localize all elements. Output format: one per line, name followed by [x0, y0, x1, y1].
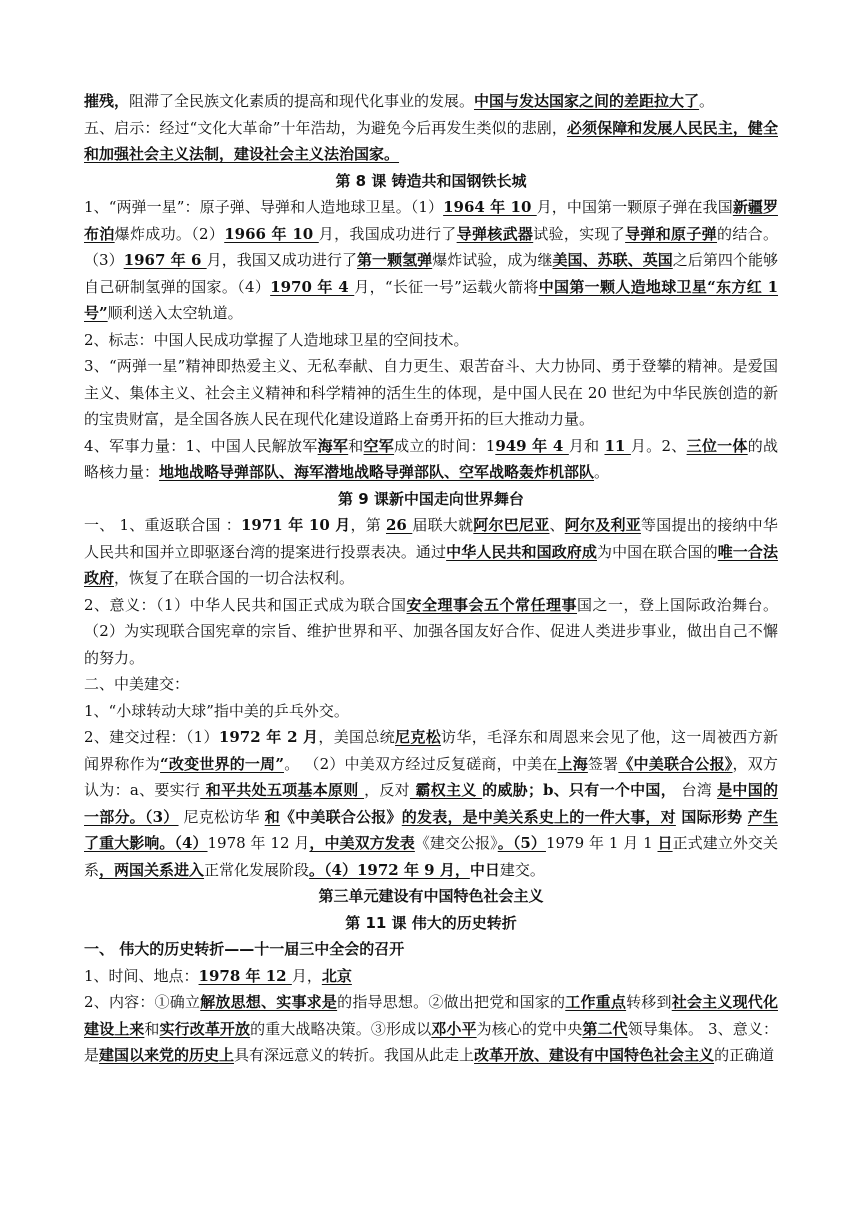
paragraph-military: 4、军事力量：1、中国人民解放军海军和空军成立的时间：1949 年 4 月和 11 月。2、三位一体的战略核力量：地地战略导弹部队、海军潜地战略导弹部队、空军战略轰炸机部队。: [84, 436, 778, 481]
lesson-8-heading: 第 8 课 铸造共和国钢铁长城: [335, 171, 527, 190]
lesson-9-heading: 第 9 课新中国走向世界舞台: [338, 489, 524, 508]
paragraph-time-place: 1、时间、地点：1978 年 12 月，北京: [84, 966, 352, 985]
paragraph-two-bombs-one-satellite: 1、“两弹一星”：原子弹、导弹和人造地球卫星。（1）1964 年 10 月，中国第一颗原子弹在我国新疆罗布泊爆炸成功。（2）1966 年 10 月，我国成功进行了导弹核武器试验，实现了导弹和原子弹的结合。（3）1967 年 6 月，我国又成功进行了第一颗氢弹爆炸试验，成为继美国、苏联、英国之后第四个能够自己研制氢弹的国家。（4）1970 年 4 月，“长征一号”运载火箭将中国第一颗人造地球卫星“东方红 1 号”顺利送入太空轨道。: [84, 198, 779, 322]
paragraph-spirit: 3、“两弹一星”精神即热爱主义、无私奉献、自力更生、艰苦奋斗、大力协同、勇于登攀的精神。是爱国主义、集体主义、社会主义精神和科学精神的活生生的体现，是中国人民在 20 世纪为中华民族创造的新的宝贵财富，是全国各族人民在现代化建设道路上奋勇开拓的巨大推动力量。: [84, 357, 778, 428]
document-page: [84, 88, 778, 1069]
paragraph-establish-relations: 2、建交过程：（1）1972 年 2 月，美国总统尼克松访华，毛泽东和周恩来会见了他，这一周被西方新闻界称作为“改变世界的一周”。 （2）中美双方经过反复磋商，中美在上海签署《中美联合公报》，双方认为：a、要实行 和平共处五项基本原则 ，反对 霸权主义 的威胁；b、只有一个中国， 台湾 是中国的一部分。（3） 尼克松访华 和《中美联合公报》的发表，是中美关系史上的一件大事，对 国际形势 产生了重大影响。（4）1978 年 12 月，中美双方发表《建交公报》。（5）1979 年 1 月 1 日正式建立外交关系，两国关系进入正常化发展阶段。（4）1972 年 9 月，中日建交。: [84, 728, 778, 879]
section-turning-point-heading: 一、 伟大的历史转折——十一届三中全会的召开: [84, 940, 405, 958]
paragraph-content-significance: 2、内容：①确立解放思想、实事求是的指导思想。②做出把党和国家的工作重点转移到社会主义现代化建设上来和实行改革开放的重大战略决策。③形成以邓小平为核心的党中央第二代领导集体。 3、意义：是建国以来党的历史上具有深远意义的转折。我国从此走上改革开放、建设有中国特色社会主义的正确道: [84, 993, 778, 1064]
paragraph-un-return: 一、 1、重返联合国 ：1971 年 10 月，第 26 届联大就阿尔巴尼亚、阿尔及利亚等国提出的接纳中华人民共和国并立即驱逐台湾的提案进行投票表决。通过中华人民共和国政府成为中国在联合国的唯一合法政府，恢复了在联合国的一切合法权利。: [84, 516, 778, 587]
unit-3-heading: 第三单元建设有中国特色社会主义: [318, 887, 544, 905]
subheading-sino-us: 二、中美建交：: [84, 675, 190, 693]
paragraph-harm: 摧残，阻滞了全民族文化素质的提高和现代化事业的发展。中国与发达国家之间的差距拉大了。: [84, 92, 715, 110]
paragraph-ping-pong: 1、“小球转动大球”指中美的乒乓外交。: [84, 701, 349, 720]
lesson-11-heading: 第 11 课 伟大的历史转折: [345, 913, 517, 932]
paragraph-lesson: 五、启示：经过“文化大革命”十年浩劫，为避免今后再发生类似的悲剧，必须保障和发展人民民主，健全和加强社会主义法制，建设社会主义法治国家。: [84, 118, 778, 163]
paragraph-un-significance: 2、意义：（1）中华人民共和国正式成为联合国安全理事会五个常任理事国之一，登上国际政治舞台。（2）为实现联合国宪章的宗旨、维护世界和平、加强各国友好合作、促进人类进步事业，做出自己不懈的努力。: [84, 595, 778, 667]
paragraph-symbol: 2、标志：中国人民成功掌握了人造地球卫星的空间技术。: [84, 330, 469, 349]
